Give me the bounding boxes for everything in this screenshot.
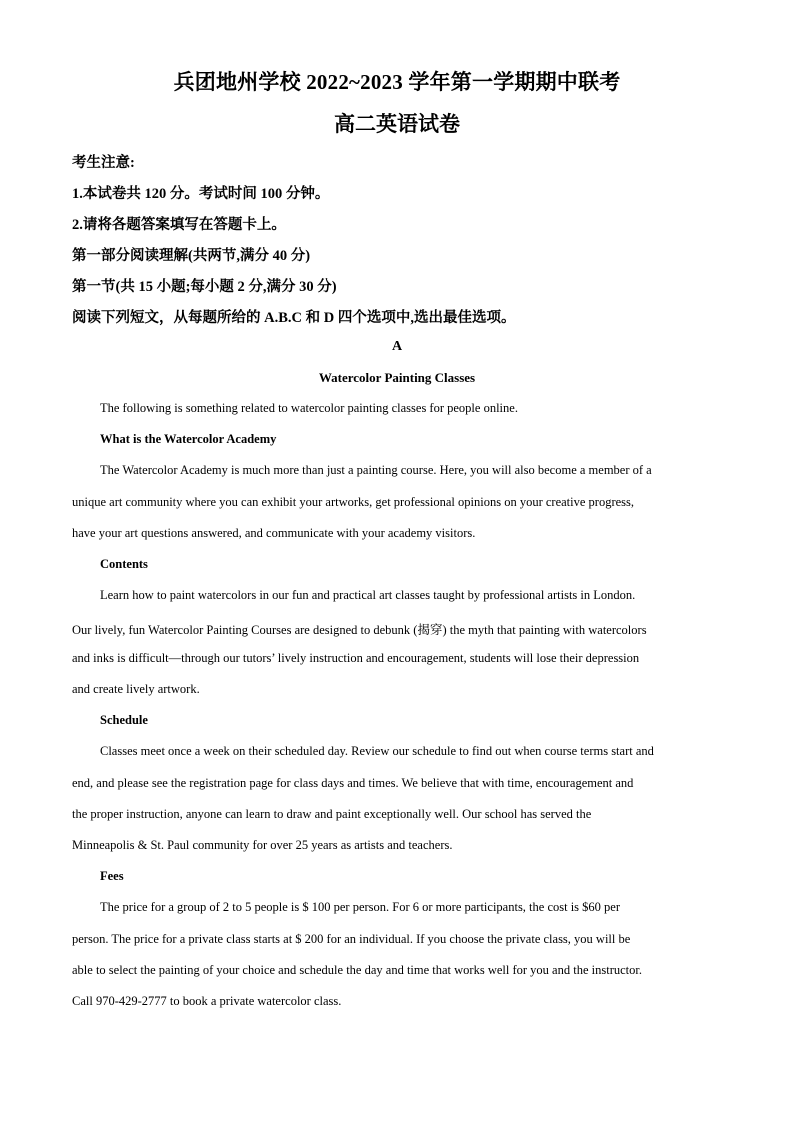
paragraph-line: Minneapolis & St. Paul community for over 25 years as artists and teachers. — [72, 838, 453, 852]
paragraph-line: Call 970-429-2777 to book a private watercolor class. — [72, 994, 342, 1008]
instruction-text: 阅读下列短文，从每题所给的 A.B.C 和 D 四个选项中,选出最佳选项。 — [72, 310, 516, 326]
passage-title: Watercolor Painting Classes — [318, 370, 476, 385]
paragraph-line: have your art questions answered, and communicate with your academy visitors. — [72, 526, 476, 540]
section-heading-contents: Contents — [100, 557, 148, 571]
section-heading-academy: What is the Watercolor Academy — [100, 432, 277, 446]
paragraph-line: and inks is difficult—through our tutors’ lively instruction and encouragement, students will lose their depression — [72, 651, 640, 665]
notes-heading: 考生注意: — [72, 155, 135, 171]
paragraph-line: Learn how to paint watercolors in our fun and practical art classes taught by professional artists in London. — [100, 588, 636, 602]
paragraph-line: Our lively, fun Watercolor Painting Courses are designed to debunk (揭穿) the myth that painting with watercolors — [72, 623, 647, 637]
paragraph-line: the proper instruction, anyone can learn to draw and paint exceptionally well. Our school has served the — [72, 807, 592, 821]
paragraph-line: end, and please see the registration page for class days and times. We believe that with time, encouragement and — [72, 776, 634, 790]
paragraph-line: The price for a group of 2 to 5 people is $ 100 per person. For 6 or more participants, the cost is $60 per — [100, 900, 621, 914]
section-heading: 第一节(共 15 小题;每小题 2 分,满分 30 分) — [72, 279, 337, 295]
passage-letter: A — [391, 339, 403, 354]
exam-subtitle: 高二英语试卷 — [334, 112, 460, 136]
note-item-2: 2.请将各题答案填写在答题卡上。 — [72, 217, 286, 233]
passage-intro: The following is something related to watercolor painting classes for people online. — [100, 401, 518, 415]
exam-title: 兵团地州学校 2022~2023 学年第一学期期中联考 — [173, 70, 621, 94]
section-heading-schedule: Schedule — [100, 713, 148, 727]
note-item-1: 1.本试卷共 120 分。考试时间 100 分钟。 — [72, 186, 330, 202]
paragraph-line: Classes meet once a week on their scheduled day. Review our schedule to find out when course terms start and — [100, 744, 654, 758]
paragraph-line: and create lively artwork. — [72, 682, 200, 696]
paragraph-line: person. The price for a private class starts at $ 200 for an individual. If you choose the private class, you will be — [72, 932, 631, 946]
paragraph-line: The Watercolor Academy is much more than just a painting course. Here, you will also become a member of a — [100, 463, 652, 477]
paragraph-line: unique art community where you can exhibit your artworks, get professional opinions on your creative progress, — [72, 495, 635, 509]
paragraph-line: able to select the painting of your choice and schedule the day and time that works well for you and the instructor. — [72, 963, 642, 977]
part-heading: 第一部分阅读理解(共两节,满分 40 分) — [72, 248, 311, 264]
section-heading-fees: Fees — [100, 869, 124, 883]
